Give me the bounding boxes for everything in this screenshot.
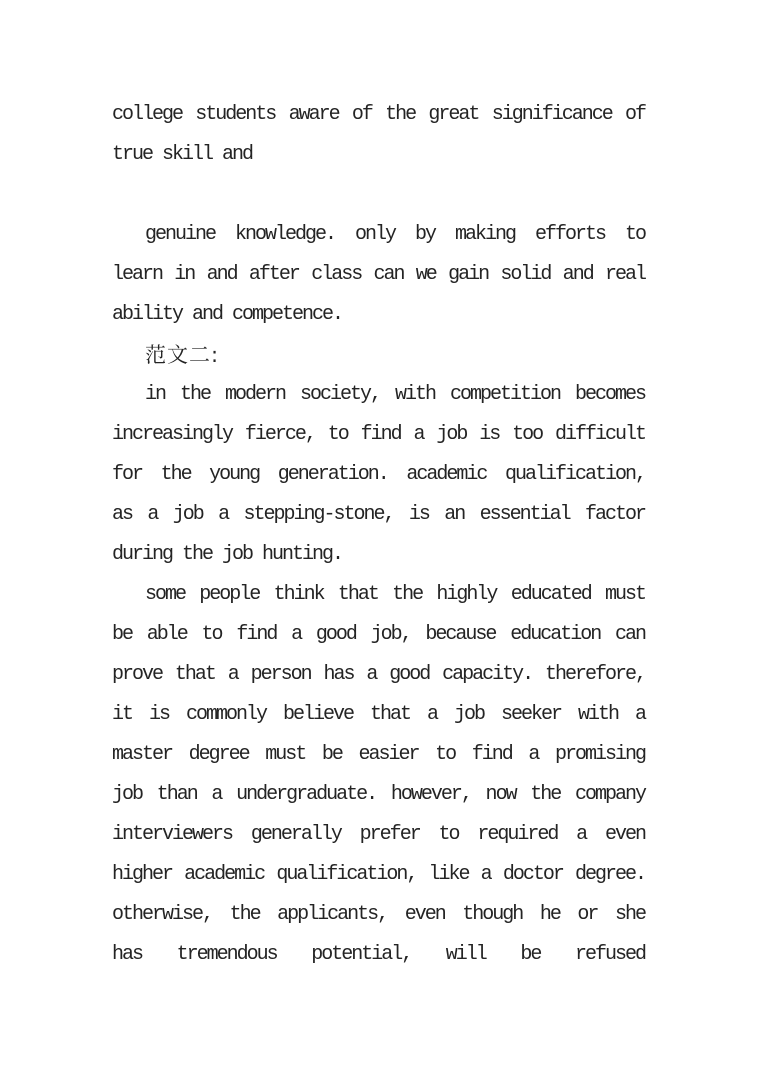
text-line: learn in and after class can we gain solid and real [112, 263, 645, 286]
text-line: ability and competence. [112, 303, 343, 326]
text-line: some people think that the highly educated must [145, 583, 645, 606]
section-heading-cn: 范文二: [145, 343, 220, 367]
text-line: as a job a stepping-stone, is an essential factor [112, 503, 645, 526]
text-line: college students aware of the great significance of [112, 103, 645, 126]
text-line: it is commonly believe that a job seeker with a [112, 703, 645, 726]
text-line: genuine knowledge. only by making efforts to [145, 223, 645, 246]
text-line: higher academic qualification, like a doctor degree. [112, 863, 645, 886]
text-line: increasingly fierce, to find a job is too difficult [112, 423, 645, 446]
text-line: master degree must be easier to find a promising [112, 743, 645, 766]
text-line: for the young generation. academic qualification, [112, 463, 645, 486]
text-line: prove that a person has a good capacity. therefore, [112, 663, 645, 686]
text-line: true skill and [112, 143, 253, 166]
text-line: be able to find a good job, because education can [112, 623, 645, 646]
text-block [112, 95, 645, 975]
text-line: interviewers generally prefer to required a even [112, 823, 645, 846]
text-line: in the modern society, with competition becomes [145, 383, 645, 406]
text-line: has tremendous potential, will be refused [112, 943, 645, 966]
text-line: during the job hunting. [112, 543, 343, 566]
blank-line [112, 175, 645, 215]
text-line: job than a undergraduate. however, now the company [112, 783, 645, 806]
text-line: otherwise, the applicants, even though he or she [112, 903, 645, 926]
